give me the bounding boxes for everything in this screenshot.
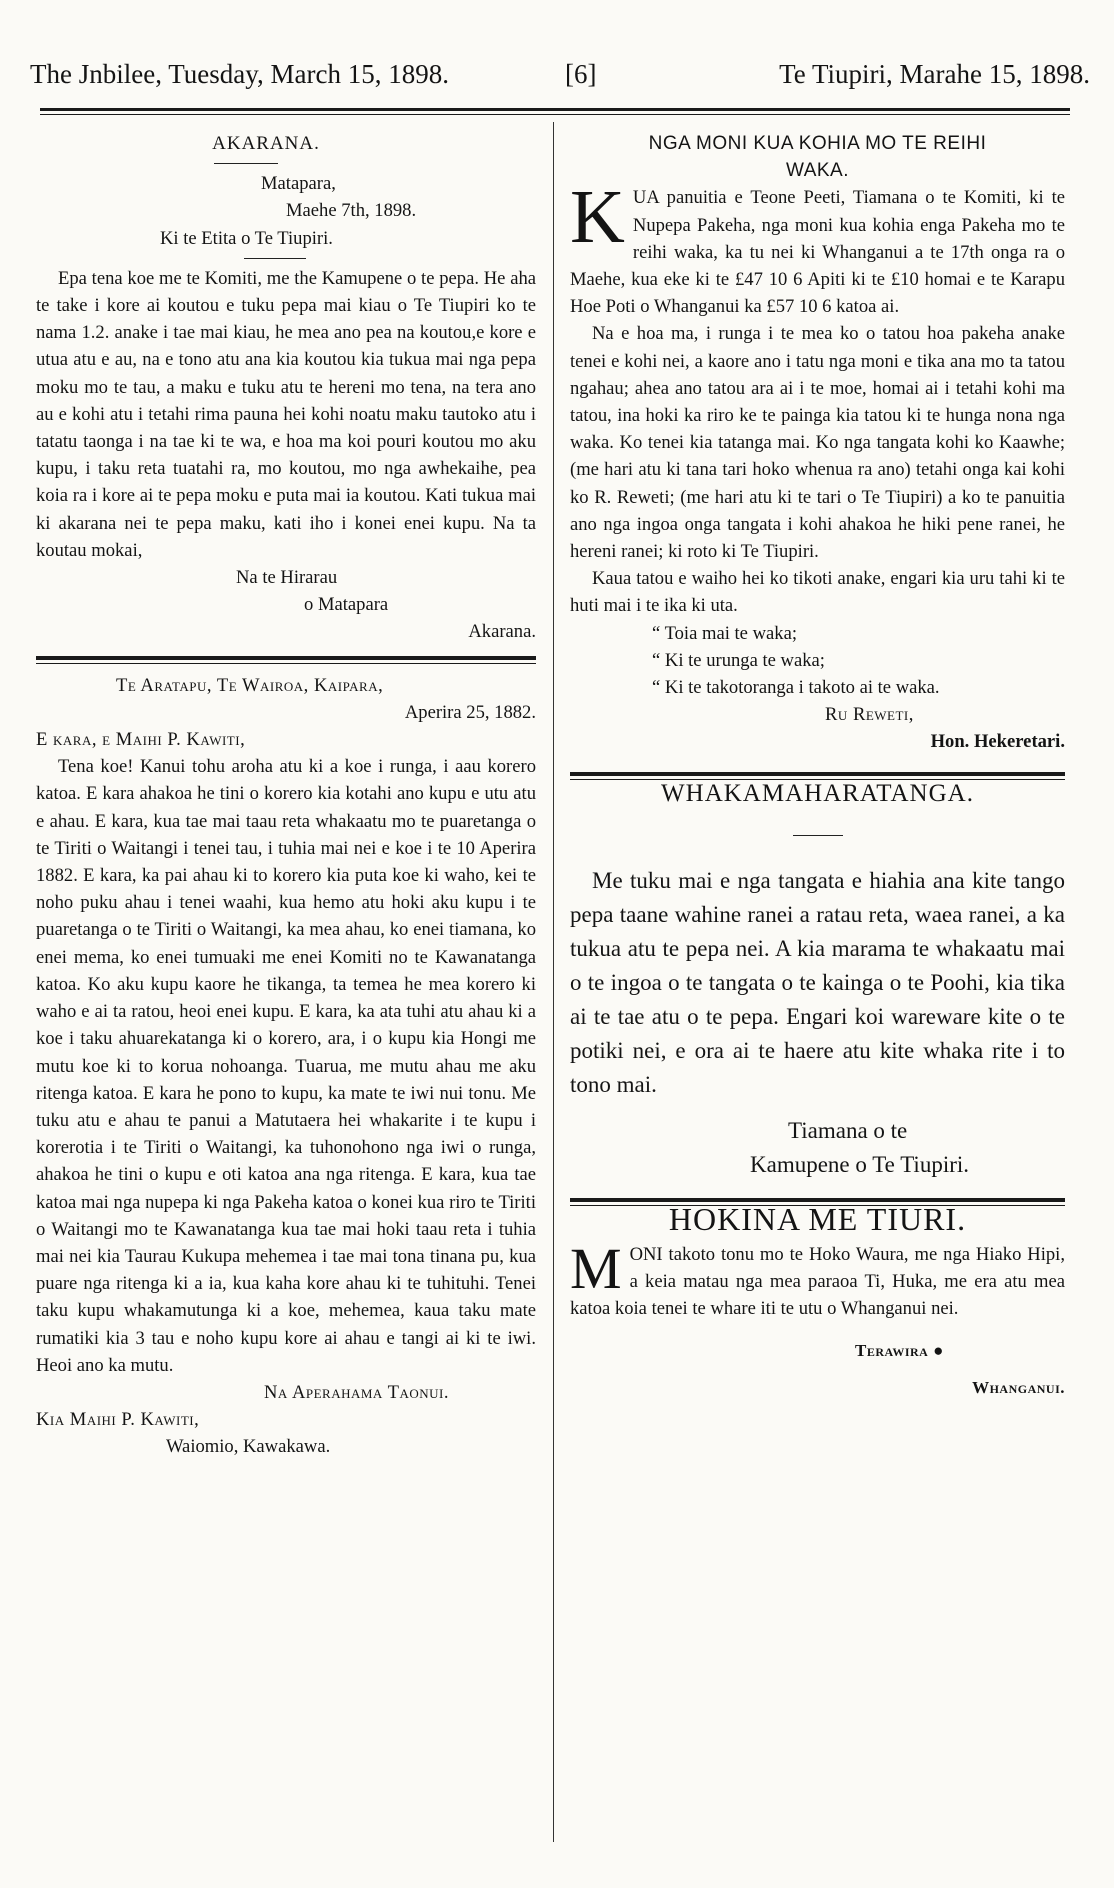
ad-title: HOKINA ME TIURI. [668, 1200, 967, 1237]
header-right: Te Tiupiri, Marahe 15, 1898. [779, 59, 1090, 89]
ad-sign2: Whanganui. [972, 1377, 1065, 1397]
ad-dropcap-block [570, 1236, 1065, 1323]
ad-dropcap: M [570, 1236, 622, 1302]
title-rule [214, 163, 278, 164]
letter2-sign: Na Aperahama Taonui. [264, 1381, 450, 1403]
letter1-body: Epa tena koe me te Komiti, me the Kamupene o te pepa. He aha te take i kore ai koutou e tuku pepa mai kiau o Te Tiupiri ko te nama 1.2. anake i tae mai kiau, he mea ano pea na koutou,e kore e utua atu e au, na e tono atu ana kia koutou kia tukua mai nga pepa moku mo te tau, a maku e tuku atu te hereni mo tena, na tera ano au e kohi atu i tetahi rima pauna hei kohi noatu maku tautoko atu i tatatu taonga i na tae ki te wa, e hoa ma koi pouri koutou mo aku kupu, i taku reta tuatahi ra, mo koutou, mo nga awhekaihe, pea koia ra i kore ai te pepa moku e puta mai ia koutou. Kati tukua mai ki akarana nei te pepa maku, kati iho i konei enei kupu. Na ta koutau mokai, [36, 267, 536, 561]
section-rule [570, 772, 1065, 776]
right-column [570, 130, 1065, 1401]
article1-sign1: Ru Reweti, [825, 704, 914, 726]
article1-quote2: “ Ki te urunga te waka; [652, 649, 825, 671]
letter1-date: Maehe 7th, 1898. [286, 200, 417, 222]
letter2-to2: Waiomio, Kawakawa. [166, 1436, 331, 1458]
column-separator [553, 122, 554, 1842]
letter1-addressee: Ki te Etita o Te Tiupiri. [160, 227, 333, 249]
notice-sign2: Kamupene o Te Tiupiri. [750, 1151, 970, 1177]
letter1-sign1: Na te Hirarau [236, 567, 338, 589]
article1-title-cont: WAKA. [785, 160, 850, 182]
letter2-place: Te Aratapu, Te Wairoa, Kaipara, [116, 674, 384, 696]
article1-para3: Kaua tatou e waiho hei ko tikoti anake, engari kia uru tahi ki te huti mai i te ika ki uta. [570, 568, 1065, 617]
notice-sign1: Tiamana o te [788, 1117, 908, 1143]
notice-rule [793, 835, 843, 836]
notice-body: Me tuku mai e nga tangata e hiahia ana kite tango pepa taane wahine ranei a ratau reta, waea ranei, a ka tukua atu te pepa nei. A kia marama te whakaatu mai o te ingoa o te tangata o te kainga o te Poohi, kia tika ai te tae atu o te pepa. Engari koi wareware kite o te potiki nei, e ora ai te haere atu kite whaka rite i to tono mai. [570, 867, 1065, 1097]
letter2-date: Aperira 25, 1882. [404, 701, 536, 723]
header-rule [40, 108, 1070, 111]
notice-title: WHAKAMAHARATANGA. [661, 779, 974, 807]
article1-quote3: “ Ki te takotoranga i takoto ai te waka. [652, 677, 940, 699]
letter1-title: AKARANA. [212, 133, 320, 154]
letter1-sign3: Akarana. [468, 621, 536, 643]
article1-quote1: “ Toia mai te waka; [652, 622, 797, 644]
letter1-place: Matapara, [261, 173, 336, 195]
header-rule-thin [40, 114, 1070, 115]
article1-dropcap: K [570, 175, 625, 260]
article1-title: NGA MONI KUA KOHIA MO TE REIHI [648, 133, 987, 154]
article1-para1: UA panuitia e Teone Peeti, Tiamana o te Komiti, ki te Nupepa Pakeha, nga moni kua kohia enga Pakeha mo te reihi waka, ka tu nei ki Whanganui a te 17th onga ra o Maehe, kua eke ki te £47 10 6 Apiti ki te £10 homai e te Karapu Hoe Poti o Whanganui ka £57 10 6 katoa ai. [570, 187, 1065, 318]
ad-body: ONI takoto tonu mo te Hoko Waura, me nga Hiako Hipi, a keia matau nga mea paraoa Ti, Huka, me era atu mea katoa koia tenei te whare iti te utu o Whanganui nei. [570, 1244, 1065, 1320]
left-column [36, 130, 536, 1461]
header-left: The Jnbilee, Tuesday, March 15, 1898. [30, 59, 449, 89]
letter2-body: Tena koe! Kanui tohu aroha atu ki a koe i runga, i aau korero katoa. E kara ahakoa he tini o korero kia kotahi ano kupu e utu atu e ahau. E kara, kua tae mai taau reta whakaatu mo te puaretanga o te Tiriti o Waitangi i tenei tau, i tuhia mai nei e koe i te 10 Aperira 1882. E kara, ka pai ahau ki to korero kia puta koe ki waho, kei te noho puku ahau i tenei waahi, kua hemo atu hoki aku kupu i te puaretanga o te Tiriti o Waitangi, ka mea ahau, ko enei tiamana, ko enei mema, ko enei tumuaki me enei Komiti no te Kawanatanga katoa. Ko aku kupu kaore he tikanga, ta temea he mea korero ki waho e ai ta ratou, heoi enei kupu. E kara, ka ata tuhi atu ahau ki a koe i taku ahuarekatanga ki o korero, ara, i o kupu kia Hongi me mutu koe ki to korua nohoanga. Tuarua, me mutu ahau me aku ritenga katoa. E kara he pono to kupu, ka mate te iwi nui tonu. Me tuku atu e ahau te panui a Matutaera hei whakarite i te kupu i korerotia i te Tiriti o Waitangi, ka tuhonohono nga iwi o runga, ahakoa he tini o kupu e oti katoa ana nga ritenga. E kara, kua tae katoa mai nga nupepa ki nga Pakeha katoa o konei kua riro te Tiriti o Waitangi mo te Kawanatanga kua tae mai hoki taau reta i tuhia mai nei kia Taurau Kukupa mehemea i tae mai tona tinana pu, kua puare nga ritenga ki a ia, kua kaha kore ahau ki te tuhituhi. Tenei taku kupu whakamutunga ki a koe, mehemea, kaua taku mate rumatiki kia 3 tau e noho kupu kore ai ahau e tangi ai ki te iwi. Heoi ano ka mutu. [36, 756, 536, 1376]
addressee-rule [244, 258, 306, 259]
article1-dropcap-block [570, 175, 1065, 320]
ad-sign1: Terawira ● [855, 1340, 944, 1360]
page-number: [6] [565, 59, 597, 89]
section-rule [36, 656, 536, 660]
page-header [30, 52, 1090, 96]
article1-para2: Na e hoa ma, i runga i te mea ko o tatou hoa pakeha anake tenei e kohi nei, a kaore ano i tatu nga moni e tika ana mo ta tatou ngahau; ahea ano tatou ara ai i te moe, homai ai i tetahi kohi ma tatou, ina hoki ka riro ke te painga kia tatou ki te hunga nona nga waka. Ko tenei kia tatanga mai. Ko nga tangata kohi ko Kaawhe; (me hari atu ki tana tari hoko whenua ra ano) tetahi onga kai kohi ko R. Reweti; (me hari atu ki te tari o Te Tiupiri) a ko te panuitia ano nga ingoa onga tangata i kohi ahakoa he hiki pene ranei, he hereni ranei; ki roto ki Te Tiupiri. [570, 323, 1065, 563]
letter1-sign2: o Matapara [304, 594, 389, 616]
letter2-salutation: E kara, e Maihi P. Kawiti, [36, 729, 246, 751]
section-rule-thin [36, 663, 536, 664]
article1-sign2: Hon. Hekeretari. [930, 731, 1065, 753]
letter2-to1: Kia Maihi P. Kawiti, [36, 1409, 200, 1431]
